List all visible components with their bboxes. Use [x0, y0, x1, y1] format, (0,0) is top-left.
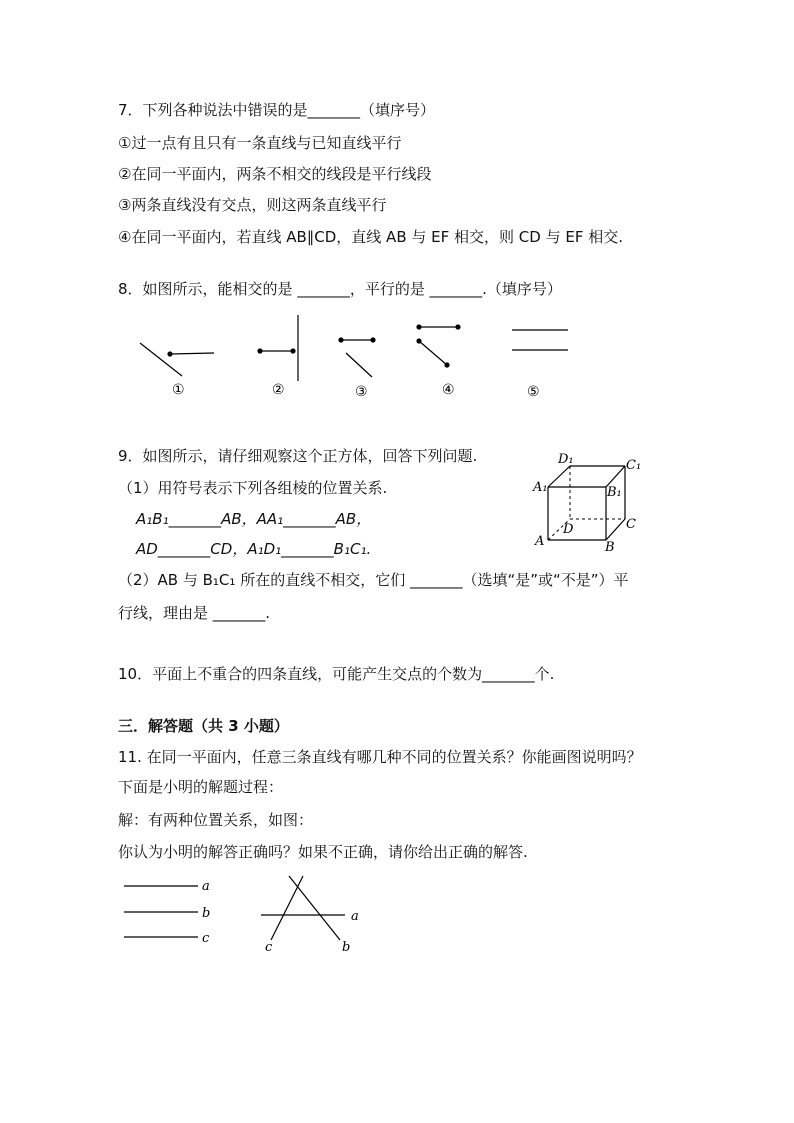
q11-cross-label-c: c: [265, 940, 273, 955]
q8-fig3-label: ③: [355, 384, 368, 400]
q7-option-4: ④在同一平面内，若直线 AB∥CD，直线 AB 与 EF 相交，则 CD 与 EF 相交.: [118, 228, 623, 246]
q8-fig1-label: ①: [172, 382, 185, 398]
q7-option-3: ③两条直线没有交点，则这两条直线平行: [118, 196, 387, 214]
q9-part2-a: （2）AB 与 B₁C₁ 所在的直线不相交，它们 _______（选填“是”或“不是”）平: [118, 571, 629, 589]
q11-parallel-label-b: b: [202, 906, 211, 921]
q11-line3: 解：有两种位置关系，如图：: [118, 811, 314, 829]
q9-part2-b: 行线，理由是 _______.: [118, 604, 271, 622]
q11-parallel-label-c: c: [202, 931, 210, 946]
q9-line2: AD_______CD，A₁D₁_______B₁C₁.: [136, 540, 372, 558]
q11-line1: 11. 在同一平面内，任意三条直线有哪几种不同的位置关系？你能画图说明吗？: [118, 748, 642, 766]
q8-fig5-label: ⑤: [527, 384, 540, 400]
q8-fig4-label: ④: [442, 382, 455, 398]
section3-heading: 三．解答题（共 3 小题）: [118, 717, 289, 735]
q11-line2: 下面是小明的解题过程：: [118, 778, 284, 796]
cube-label-a: A: [535, 534, 545, 549]
cube-label-d: D: [563, 522, 574, 537]
q11-parallel-label-a: a: [202, 879, 210, 894]
q11-cross-label-a: a: [351, 909, 359, 924]
q8-fig2-label: ②: [272, 382, 285, 398]
cube-label-a1: A₁: [533, 480, 548, 495]
q11-cross-line-b: [289, 876, 340, 940]
q7-stem: 7．下列各种说法中错误的是_______（填序号）: [118, 101, 436, 119]
q11-cross-label-b: b: [342, 940, 351, 955]
q9-part1: （1）用符号表示下列各组棱的位置关系.: [118, 479, 388, 497]
cube-label-c: C: [626, 517, 636, 532]
cube-label-b1: B₁: [607, 485, 622, 500]
cube-label-c1: C₁: [626, 458, 642, 473]
q9-stem: 9．如图所示，请仔细观察这个正方体，回答下列问题.: [118, 447, 478, 465]
q7-option-1: ①过一点有且只有一条直线与已知直线平行: [118, 134, 402, 152]
q8-stem: 8．如图所示，能相交的是 _______，平行的是 _______.（填序号）: [118, 280, 562, 298]
q7-option-2: ②在同一平面内，两条不相交的线段是平行线段: [118, 165, 432, 183]
q11-cross-line-c: [271, 876, 303, 940]
cube-label-d1: D₁: [558, 452, 574, 467]
q9-line1: A₁B₁_______AB，AA₁_______AB，: [136, 510, 372, 528]
cube-label-b: B: [605, 540, 615, 555]
q10-stem: 10．平面上不重合的四条直线，可能产生交点的个数为_______个.: [118, 665, 555, 683]
q11-line4: 你认为小明的解答正确吗？如果不正确，请你给出正确的解答.: [118, 843, 528, 861]
